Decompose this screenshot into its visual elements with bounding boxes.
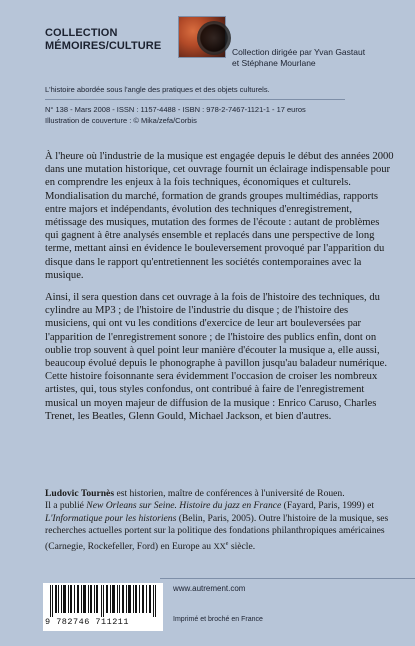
printed-in-france: Imprimé et broché en France bbox=[173, 616, 263, 623]
description-paragraph-1: À l'heure où l'industrie de la musique est engagée depuis le début des années 2000 dans une mutation historique, cet ouvrage fournit un éclairage indispensable pour en comprendre les enjeux à la fois techniques, économiques et culturels. Mondialisation du marché, formation de grands groupes multimédias, rapports entre majors et indépendants, évolution des techniques d'enregistrement, métissage des musiques, mutation des formes de l'écoute : autant de problèmes qui gagnent à être analysés ensemble et replacés dans une perspective de long terme, mettant ainsi en évidence le bouleversement provoqué par l'apparition du disque dans le rapport qu'entretiennent les sociétés contemporaines avec la musique. bbox=[45, 151, 394, 281]
publisher-website[interactable]: www.autrement.com bbox=[173, 584, 246, 593]
directors-line-2: et Stéphane Mourlane bbox=[232, 58, 316, 68]
publication-info: N° 138 - Mars 2008 - ISSN : 1157-4488 - ISBN : 978-2-7467-1121-1 - 17 euros bbox=[45, 105, 306, 114]
author-bio-intro: est historien, maître de conférences à l'université de Rouen. bbox=[114, 488, 345, 499]
century-numeral: XX bbox=[213, 540, 226, 551]
collection-title bbox=[45, 27, 161, 53]
collection-line-1: COLLECTION bbox=[45, 27, 118, 39]
illustration-credit: Illustration de couverture : © Mika/zefa/Corbis bbox=[45, 116, 197, 125]
isbn-barcode bbox=[43, 583, 163, 631]
author-bio bbox=[45, 488, 397, 553]
description-paragraph-2: Ainsi, il sera question dans cet ouvrage à la fois de l'histoire des techniques, du cylindre au MP3 ; de l'histoire de l'industrie du disque ; de l'histoire des musiciens, qui ont vu les conditions d'exercice de leur art bouleversées par l'apparition de l'enregistrement sonore ; de l'histoire des publics enfin, dont on oublie trop souvent à quel point leur manière d'écouter la musique a, elle aussi, beaucoup évolué depuis le phonographe à pavillon jusqu'au baladeur numérique. Cette histoire foisonnante sera évidemment l'occasion de croiser les nombreux artistes, qui, tous styles confondus, ont contribué à faire de l'enregistrement musical un moyen majeur de diffusion de la musique : Enrico Caruso, Charles Trenet, les Beatles, Glenn Gould, Michael Jackson, et bien d'autres. bbox=[45, 292, 387, 422]
book-title-1: New Orleans sur Seine. Histoire du jazz en France bbox=[86, 500, 282, 512]
author-bio-text bbox=[45, 488, 397, 553]
header-band bbox=[0, 0, 415, 78]
author-bio-published: Il a publié bbox=[45, 500, 87, 512]
author-name: Ludovic Tournès bbox=[45, 488, 115, 499]
book-description bbox=[45, 150, 395, 432]
meta-divider bbox=[45, 99, 345, 100]
bio-and: et bbox=[364, 500, 374, 512]
book-2-info: (Belin, Paris, 2005). Outre l'histoire de la musique, ses recherches actuelles portent sur la politique des fondations philanthropiques américaines (Carnegie, Rockefeller, Ford) en Europe au bbox=[45, 512, 389, 552]
barcode-number: 9 782746 711211 bbox=[45, 617, 130, 627]
footer-divider bbox=[160, 578, 415, 579]
directors-line-1: Collection dirigée par Yvan Gastaut bbox=[232, 47, 366, 57]
collection-line-2: MÉMOIRES/CULTURE bbox=[45, 40, 162, 52]
book-1-info: (Fayard, Paris, 1999) bbox=[281, 500, 365, 512]
book-title-2: L'Informatique pour les historiens bbox=[45, 512, 177, 524]
bio-end: siècle. bbox=[228, 540, 256, 552]
century-suffix: e bbox=[225, 540, 229, 547]
barcode-bars bbox=[50, 585, 156, 617]
collection-directors bbox=[232, 47, 365, 69]
vinyl-record-thumbnail bbox=[178, 16, 226, 58]
collection-tagline: L'histoire abordée sous l'angle des pratiques et des objets culturels. bbox=[45, 85, 270, 94]
publication-meta bbox=[45, 84, 415, 126]
vinyl-disc-icon bbox=[197, 21, 231, 55]
